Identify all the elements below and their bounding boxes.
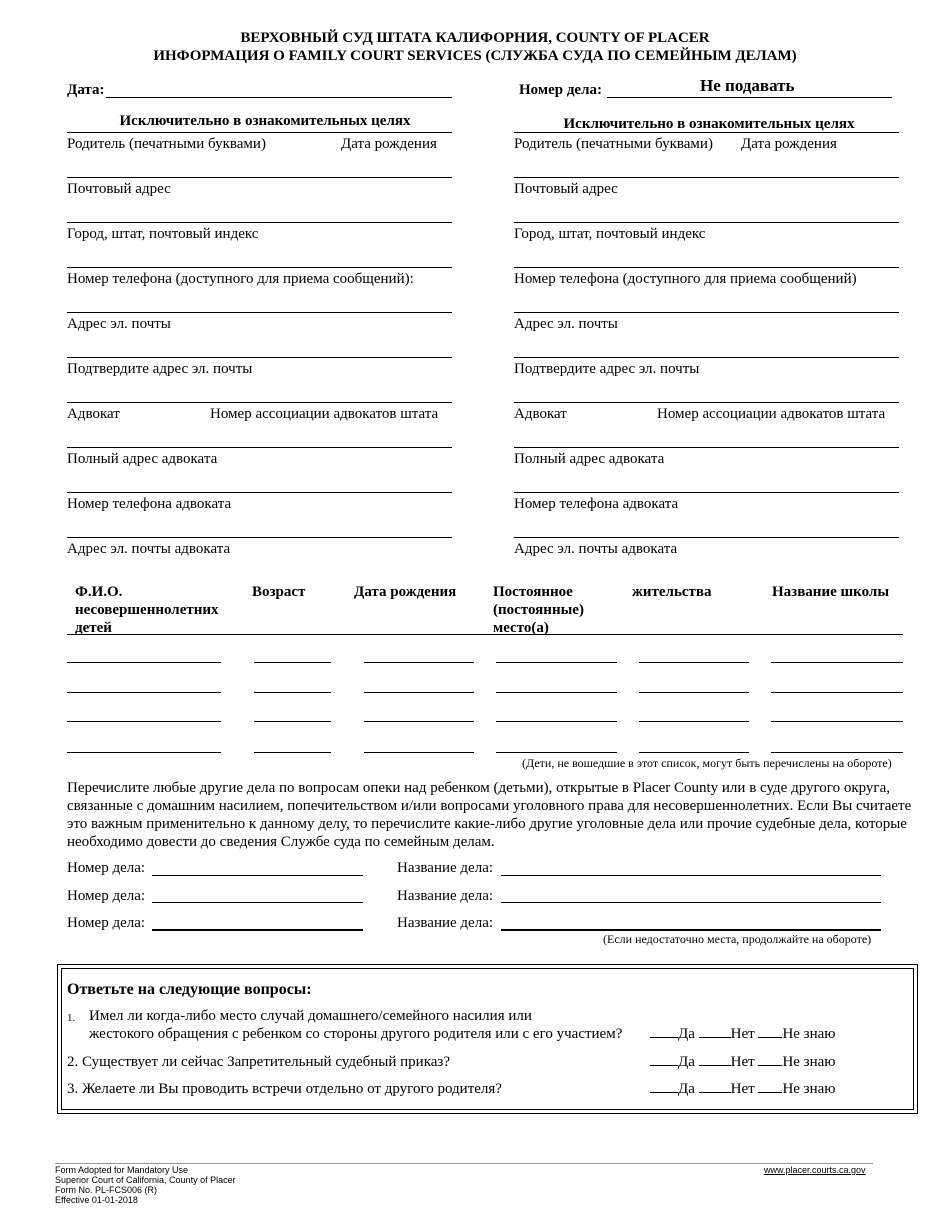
right-attorney-phone-field[interactable]: [514, 537, 899, 538]
right-attorney-phone-label: Номер телефона адвоката: [514, 496, 679, 512]
right-parent-field[interactable]: [514, 177, 899, 178]
q3-dont-know-blank[interactable]: [758, 1092, 782, 1093]
child-residence-field-1[interactable]: [496, 662, 617, 663]
case-number-label: Номер дела:: [519, 82, 603, 98]
left-attorney-phone-label: Номер телефона адвоката: [67, 496, 232, 512]
child-residence-field-2[interactable]: [496, 692, 617, 693]
child-name-field-3[interactable]: [67, 721, 221, 722]
case-no-label-1: Номер дела:: [67, 860, 146, 876]
q3-no-blank[interactable]: [699, 1092, 731, 1093]
child-residence-2-field-4[interactable]: [639, 752, 749, 753]
q3-answers: [650, 1081, 836, 1098]
case-name-field-2[interactable]: [501, 902, 881, 903]
case-no-field-3[interactable]: [152, 929, 363, 931]
right-city-field[interactable]: [514, 267, 899, 268]
left-heading: Исключительно в ознакомительных целях: [119, 113, 411, 129]
q2-no-label: Нет: [730, 1054, 755, 1070]
left-confirm-email-label: Подтвердите адрес эл. почты: [67, 361, 253, 377]
case-number-value: Не подавать: [700, 76, 795, 95]
case-number-field[interactable]: [607, 97, 892, 98]
footer-info: [55, 1165, 236, 1205]
date-label: Дата:: [67, 82, 105, 98]
left-mailing-field[interactable]: [67, 222, 452, 223]
case-no-label-2: Номер дела:: [67, 888, 146, 904]
col-child-name: Ф.И.О. несовершеннолетних детей: [75, 584, 219, 636]
q3-yes-blank[interactable]: [650, 1092, 678, 1093]
child-name-field-1[interactable]: [67, 662, 221, 663]
footer-line1: Form Adopted for Mandatory Use: [55, 1165, 189, 1175]
left-dob-label: Дата рождения: [341, 136, 437, 152]
col-residence-2: жительства: [632, 584, 712, 600]
q2-dont-know-label: Не знаю: [782, 1054, 836, 1070]
right-phone-field[interactable]: [514, 312, 899, 313]
child-age-field-3[interactable]: [254, 721, 331, 722]
right-email-field[interactable]: [514, 357, 899, 358]
left-attorney-field[interactable]: [67, 447, 452, 448]
date-field[interactable]: [106, 97, 452, 98]
child-dob-field-1[interactable]: [364, 662, 474, 663]
case-name-label-3: Название дела:: [397, 915, 494, 931]
child-age-field-1[interactable]: [254, 662, 331, 663]
child-school-field-4[interactable]: [771, 752, 903, 753]
child-residence-2-field-2[interactable]: [639, 692, 749, 693]
q2-dont-know-blank[interactable]: [758, 1065, 782, 1066]
right-email-label: Адрес эл. почты: [514, 316, 618, 332]
q3-yes-label: Да: [678, 1081, 695, 1097]
child-school-field-1[interactable]: [771, 662, 903, 663]
q1-yes-blank[interactable]: [650, 1037, 678, 1038]
q3-no-label: Нет: [730, 1081, 755, 1097]
right-confirm-email-label: Подтвердите адрес эл. почты: [514, 361, 700, 377]
q1-text-line2: жестокого обращения с ребенком со стороны другого родителя или с его участием?: [89, 1026, 623, 1042]
child-school-field-3[interactable]: [771, 721, 903, 722]
q3-text: 3. Желаете ли Вы проводить встречи отдельно от другого родителя?: [67, 1081, 502, 1097]
footer-line3: Form No. PL-FCS006 (R): [55, 1185, 158, 1195]
left-email-label: Адрес эл. почты: [67, 316, 171, 332]
court-title: ВЕРХОВНЫЙ СУД ШТАТА КАЛИФОРНИЯ, COUNTY OF PLACER: [240, 30, 710, 46]
q1-dont-know-blank[interactable]: [758, 1037, 782, 1038]
right-confirm-email-field[interactable]: [514, 402, 899, 403]
child-dob-field-3[interactable]: [364, 721, 474, 722]
q2-yes-label: Да: [678, 1054, 695, 1070]
child-residence-2-field-3[interactable]: [639, 721, 749, 722]
col-dob: Дата рождения: [354, 584, 457, 600]
case-no-field-1[interactable]: [152, 875, 363, 876]
child-age-field-4[interactable]: [254, 752, 331, 753]
child-name-field-4[interactable]: [67, 752, 221, 753]
left-attorney-phone-field[interactable]: [67, 537, 452, 538]
left-phone-field[interactable]: [67, 312, 452, 313]
child-school-field-2[interactable]: [771, 692, 903, 693]
col-age: Возраст: [252, 584, 306, 600]
right-parent-label: Родитель (печатными буквами): [514, 136, 713, 152]
child-residence-field-4[interactable]: [496, 752, 617, 753]
case-name-field-3[interactable]: [501, 929, 881, 931]
left-attorney-address-field[interactable]: [67, 492, 452, 493]
footer-line2: Superior Court of California, County of Placer: [55, 1175, 236, 1185]
left-city-label: Город, штат, почтовый индекс: [67, 226, 259, 242]
q1-no-label: Нет: [730, 1026, 755, 1042]
left-parent-label: Родитель (печатными буквами): [67, 136, 266, 152]
form-title: ИНФОРМАЦИЯ О FAMILY COURT SERVICES (СЛУЖБА СУДА ПО СЕМЕЙНЫМ ДЕЛАМ): [153, 48, 797, 64]
child-dob-field-4[interactable]: [364, 752, 474, 753]
other-cases-instructions: Перечислите любые другие дела по вопросам опеки над ребенком (детьми), открытые в Placer County или в суде другого округа, связанные с домашним насилием, попечительством и/или вопросами уголовного права для несовершеннолетних. Если Вы считаете это важным применительно к данному делу, то перечислите какие-либо другие уголовные дела или прочие судебные дела, которые необходимо довести до сведения Службе суда по семейным делам.: [67, 780, 912, 850]
case-no-field-2[interactable]: [152, 902, 363, 903]
q2-answers: [650, 1054, 836, 1071]
child-residence-field-3[interactable]: [496, 721, 617, 722]
q3-dont-know-label: Не знаю: [782, 1081, 836, 1097]
q1-yes-label: Да: [678, 1026, 695, 1042]
left-email-field[interactable]: [67, 357, 452, 358]
case-name-label-2: Название дела:: [397, 888, 494, 904]
right-phone-label: Номер телефона (доступного для приема сообщений): [514, 271, 857, 287]
q1-no-blank[interactable]: [699, 1037, 731, 1038]
case-no-label-3: Номер дела:: [67, 915, 146, 931]
col-school: Название школы: [772, 584, 890, 600]
questions-heading: Ответьте на следующие вопросы:: [67, 981, 312, 998]
right-mailing-label: Почтовый адрес: [514, 181, 618, 197]
q2-no-blank[interactable]: [699, 1065, 731, 1066]
q1-number: 1.: [67, 1012, 76, 1024]
case-name-field-1[interactable]: [501, 875, 881, 876]
right-city-label: Город, штат, почтовый индекс: [514, 226, 706, 242]
child-name-field-2[interactable]: [67, 692, 221, 693]
q2-yes-blank[interactable]: [650, 1065, 678, 1066]
right-attorney-label: Адвокат: [514, 406, 567, 422]
right-mailing-field[interactable]: [514, 222, 899, 223]
left-mailing-label: Почтовый адрес: [67, 181, 171, 197]
right-attorney-address-field[interactable]: [514, 492, 899, 493]
q1-dont-know-label: Не знаю: [782, 1026, 836, 1042]
left-attorney-label: Адвокат: [67, 406, 120, 422]
other-cases-note: (Если недостаточно места, продолжайте на обороте): [603, 932, 872, 946]
q2-text: 2. Существует ли сейчас Запретительный судебный приказ?: [67, 1054, 450, 1070]
right-attorney-address-label: Полный адрес адвоката: [514, 451, 665, 467]
child-dob-field-2[interactable]: [364, 692, 474, 693]
left-parent-field[interactable]: [67, 177, 452, 178]
left-confirm-email-field[interactable]: [67, 402, 452, 403]
left-city-field[interactable]: [67, 267, 452, 268]
left-attorney-email-label: Адрес эл. почты адвоката: [67, 541, 231, 557]
left-bar-label: Номер ассоциации адвокатов штата: [210, 406, 439, 422]
child-residence-2-field-1[interactable]: [639, 662, 749, 663]
right-attorney-email-label: Адрес эл. почты адвоката: [514, 541, 678, 557]
case-name-label-1: Название дела:: [397, 860, 494, 876]
children-note: (Дети, не вошедшие в этот список, могут быть перечислены на обороте): [522, 756, 892, 770]
footer-url[interactable]: www.placer.courts.ca.gov: [764, 1165, 866, 1175]
footer-line4: Effective 01-01-2018: [55, 1195, 138, 1205]
left-attorney-address-label: Полный адрес адвоката: [67, 451, 218, 467]
right-heading: Исключительно в ознакомительных целях: [563, 116, 855, 132]
right-dob-label: Дата рождения: [741, 136, 837, 152]
q1-text-line1: Имел ли когда-либо место случай домашнего/семейного насилия или: [89, 1008, 532, 1024]
left-phone-label: Номер телефона (доступного для приема сообщений):: [67, 271, 414, 287]
col-residence: Постоянное (постоянные) место(а): [493, 584, 584, 636]
q1-answers: [650, 1026, 836, 1043]
right-bar-label: Номер ассоциации адвокатов штата: [657, 406, 886, 422]
right-attorney-field[interactable]: [514, 447, 899, 448]
child-age-field-2[interactable]: [254, 692, 331, 693]
